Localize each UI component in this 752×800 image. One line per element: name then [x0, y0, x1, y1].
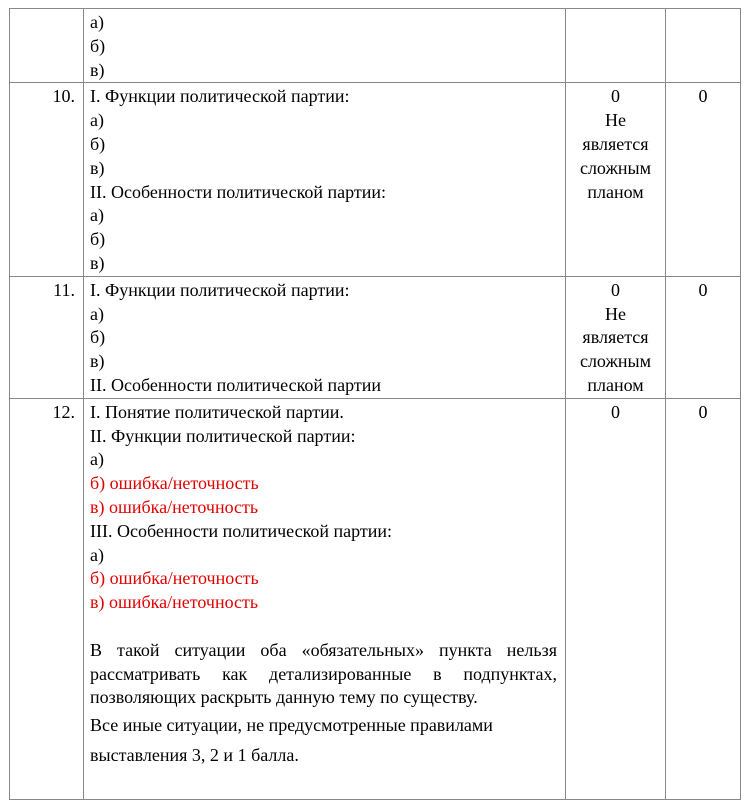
plan-line: в) [90, 252, 105, 273]
plan-line: в) [90, 157, 105, 178]
assessment-line: сложным [579, 157, 652, 178]
error-line: в) ошибка/неточность [90, 496, 259, 517]
row-number: 10. [10, 83, 84, 276]
plan-line: а) [90, 205, 104, 226]
error-line: б) ошибка/неточность [90, 568, 259, 589]
assessment-line: является [582, 327, 649, 348]
table-row [10, 398, 741, 799]
assessment-line: планом [587, 181, 644, 202]
explanation-paragraph: Все иные ситуации, не предусмотренные правилами выставления 3, 2 и 1 балла. [90, 715, 493, 766]
plan-cell [84, 9, 566, 83]
plan-line: II. Особенности политической партии [90, 374, 382, 395]
row-number [10, 9, 84, 83]
error-line: в) ошибка/неточность [90, 592, 259, 613]
plan-line: б) [90, 229, 106, 250]
assessment-line: Не [605, 303, 626, 324]
plan-line: а) [90, 544, 104, 565]
table-row [10, 276, 741, 398]
plan-line: б) [90, 327, 106, 348]
plan-line: I. Функции политической партии: [90, 279, 350, 300]
assessment-line: является [582, 133, 649, 154]
plan-line: I. Понятие политической партии. [90, 401, 344, 422]
table-row [10, 9, 741, 83]
plan-line: б) [90, 35, 106, 56]
error-line: б) ошибка/неточность [90, 473, 259, 494]
row-number: 11. [10, 276, 84, 398]
assessment-cell [566, 398, 666, 799]
row-number: 12. [10, 398, 84, 799]
plan-line: а) [90, 110, 104, 131]
plan-line: в) [90, 351, 105, 372]
table-row [10, 83, 741, 276]
plan-line: III. Особенности политической партии: [90, 520, 393, 541]
score-cell [666, 9, 741, 83]
plan-line: а) [90, 303, 104, 324]
score-cell: 0 [666, 398, 741, 799]
plan-line: II. Функции политической партии: [90, 425, 356, 446]
assessment-line: планом [587, 374, 644, 395]
plan-cell [84, 276, 566, 398]
grading-table [9, 8, 741, 800]
plan-line: в) [90, 59, 105, 80]
assessment-line: 0 [611, 401, 620, 422]
plan-cell [84, 398, 566, 799]
assessment-cell [566, 276, 666, 398]
plan-line: а) [90, 12, 104, 32]
plan-cell [84, 83, 566, 276]
assessment-line: сложным [579, 351, 652, 372]
assessment-cell [566, 83, 666, 276]
score-cell: 0 [666, 276, 741, 398]
assessment-line: 0 [611, 86, 620, 107]
score-cell: 0 [666, 83, 741, 276]
plan-line: II. Особенности политической партии: [90, 181, 387, 202]
plan-line: б) [90, 133, 106, 154]
assessment-cell [566, 9, 666, 83]
plan-line: I. Функции политической партии: [90, 86, 350, 107]
explanation-paragraph: В такой ситуации оба «обязательных» пункта нельзя рассматривать как детализированные в подпунктах, позволяющих раскрыть данную тему по существу. [90, 639, 557, 708]
assessment-line: 0 [611, 279, 620, 300]
plan-line: а) [90, 449, 104, 470]
assessment-line: Не [605, 110, 626, 131]
